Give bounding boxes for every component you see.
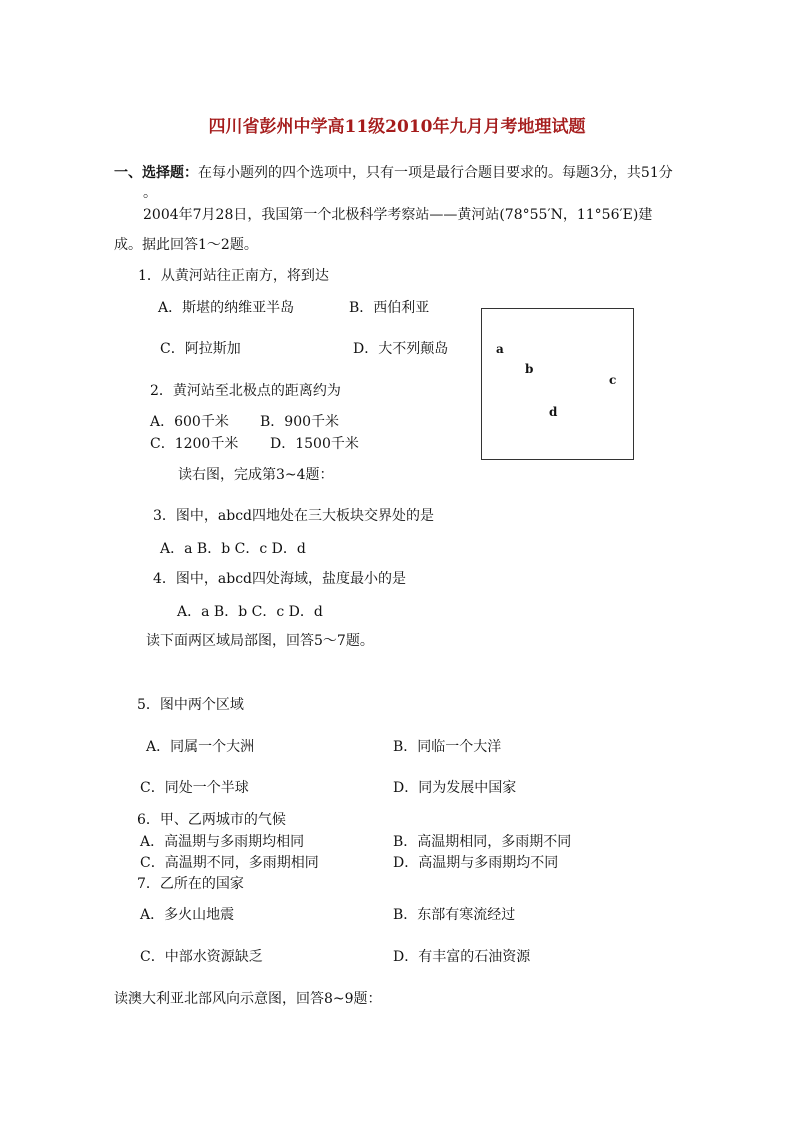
q5-option-d: D．同为发展中国家 [393, 780, 517, 796]
q3-stem: 3．图中，abcd四地处在三大板块交界处的是 [153, 508, 435, 524]
section-instructions [114, 164, 673, 182]
diagram-point-b: b [525, 362, 534, 376]
q5-stem: 5．图中两个区域 [137, 697, 244, 713]
q6-option-b: B．高温期相同，多雨期不同 [393, 834, 572, 850]
q4-options: A．a B．b C．c D．d [177, 604, 323, 620]
q2-option-c: C．1200千米 [150, 436, 239, 452]
q6-option-d: D．高温期与多雨期均不同 [393, 855, 559, 871]
q6-stem: 6．甲、乙两城市的气候 [137, 812, 286, 828]
plate-diagram [481, 308, 634, 460]
intro3: 读下面两区域局部图，回答5～7题。 [146, 633, 374, 649]
q2-option-b: B．900千米 [260, 414, 340, 430]
q2-option-d: D．1500千米 [270, 436, 359, 452]
intro4: 读澳大利亚北部风向示意图，回答8~9题： [114, 991, 382, 1007]
q1-option-a: A．斯堪的纳维亚半岛 [158, 300, 295, 316]
intro2: 读右图，完成第3~4题： [178, 467, 334, 483]
q2-option-a: A．600千米 [150, 414, 229, 430]
q7-option-b: B．东部有寒流经过 [393, 907, 516, 923]
section-heading: 一、选择题： [114, 165, 198, 181]
q7-option-c: C．中部水资源缺乏 [140, 949, 263, 965]
q1-stem: 1．从黄河站往正南方，将到达 [138, 268, 329, 284]
q3-options: A．a B．b C．c D．d [160, 541, 306, 557]
section-instruction-text: 在每小题列的四个选项中，只有一项是最行合题目要求的。每题3分，共51分 [198, 165, 673, 181]
q5-option-c: C．同处一个半球 [140, 780, 249, 796]
intro1-line2: 成。据此回答1～2题。 [114, 237, 258, 253]
diagram-point-d: d [549, 405, 558, 419]
q6-option-a: A．高温期与多雨期均相同 [140, 834, 305, 850]
q7-option-d: D．有丰富的石油资源 [393, 949, 531, 965]
q2-stem: 2．黄河站至北极点的距离约为 [150, 383, 341, 399]
q1-option-b: B．西伯利亚 [349, 300, 430, 316]
intro1-line1: 2004年7月28日，我国第一个北极科学考察站——黄河站(78°55′N，11°56′E)建 [143, 207, 653, 223]
q6-option-c: C．高温期不同，多雨期相同 [140, 855, 319, 871]
page-title: 四川省彭州中学高11级2010年九月月考地理试题 [208, 117, 586, 137]
q5-option-b: B．同临一个大洋 [393, 739, 502, 755]
diagram-point-a: a [496, 342, 504, 356]
section-instruction-tail: 。 [143, 185, 157, 201]
q7-stem: 7．乙所在的国家 [137, 876, 244, 892]
q1-option-d: D．大不列颠岛 [353, 341, 449, 357]
q7-option-a: A．多火山地震 [140, 907, 235, 923]
q1-option-c: C．阿拉斯加 [160, 341, 241, 357]
q4-stem: 4．图中，abcd四处海域，盐度最小的是 [153, 571, 407, 587]
diagram-point-c: c [609, 373, 617, 387]
q5-option-a: A．同属一个大洲 [146, 739, 255, 755]
